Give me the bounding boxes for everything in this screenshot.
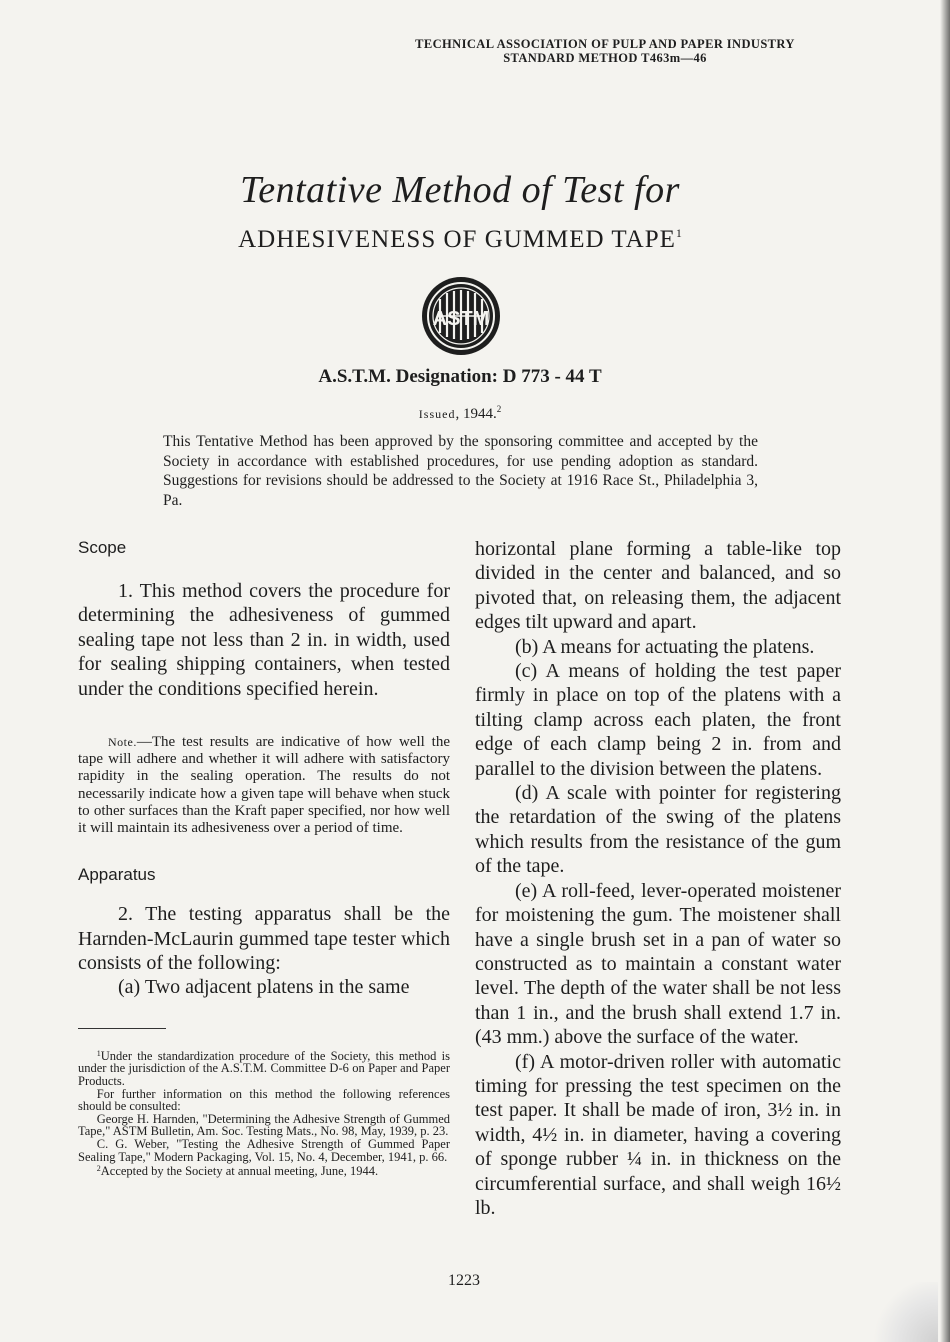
note-label: Note. (108, 735, 137, 750)
page-number: 1223 (448, 1272, 480, 1289)
item-b: (b) A means for actuating the platens. (515, 635, 815, 658)
designation: A.S.T.M. Designation: D 773 - 44 T (318, 366, 602, 387)
page-edge-shadow (940, 0, 950, 1342)
footnotes (78, 1048, 450, 1178)
issued-line (0, 404, 920, 423)
footnote-1 (78, 1048, 450, 1088)
footnote-1-text: Under the standardization procedure of the Society, this method is under the jurisdiction of the A.S.T.M. Committee D-6 on Paper and Paper Products. (78, 1048, 450, 1089)
scope-paragraph: 1. This method covers the procedure for determining the adhesiveness of gummed sealing tape not less than 2 in. in width, used for sealing shipping containers, when tested under the conditions specified herein. (78, 580, 450, 700)
header-line-2: STANDARD METHOD T463m—46 (503, 51, 707, 65)
footnote-reference-2: C. G. Weber, "Testing the Adhesive Strength of Gummed Paper Sealing Tape," Modern Packaging, Vol. 15, No. 4, December, 1941, p. 66. (78, 1137, 450, 1164)
footnote-1-mark: 1 (96, 1048, 101, 1058)
running-header (360, 37, 850, 65)
item-a-start: (a) Two adjacent platens in the same (118, 976, 410, 999)
astm-seal-icon (420, 275, 502, 357)
footnote-reference-1: George H. Harnden, "Determining the Adhesive Strength of Gummed Tape," ASTM Bulletin, Am. Soc. Testing Mats., No. 98, May, 1939, p. 23. (78, 1111, 450, 1139)
issued-label: Issued (418, 407, 456, 421)
apparatus-paragraph: 2. The testing apparatus shall be the Harnden-McLaurin gummed tape tester which consists of the following: (78, 903, 450, 975)
footnote-further: For further information on this method the following references should be consulted: (78, 1086, 450, 1114)
left-column (78, 538, 450, 1178)
issued-year: , 1944. (455, 406, 497, 422)
title-italic: Tentative Method of Test for (240, 169, 680, 211)
title-main (0, 226, 920, 254)
title-footnote-mark: 1 (675, 226, 682, 240)
note-text: —The test results are indicative of how well the tape will adhere and whether it will adhere with satisfactory rapidity in the sealing operation. The results do not necessarily indicate how a given tape will behave when stuck to other surfaces than the Kraft paper specified, nor how well it will maintain its adhesiveness over a period of time. (78, 734, 450, 837)
item-f: (f) A motor-driven roller with automatic timing for pressing the test specimen on the test paper. It shall be made of iron, 3½ in. in width, 4½ in. in diameter, having a covering of sponge rubber ¼ in. in thickness on the circumferential surface, and shall weigh 16½ lb. (475, 1050, 841, 1219)
issued-footnote-mark: 2 (496, 404, 502, 414)
apparatus-heading: Apparatus (78, 865, 156, 885)
footnote-2 (78, 1163, 450, 1178)
item-c: (c) A means of holding the test paper firmly in place on top of the platens with a tilting clamp across each platen, the front edge of each clamp being 2 in. from and parallel to the division between the platens. (475, 660, 841, 780)
header-line-1: TECHNICAL ASSOCIATION OF PULP AND PAPER INDUSTRY (415, 37, 795, 51)
title-main-text: ADHESIVENESS OF GUMMED TAPE (238, 226, 676, 253)
note-paragraph (78, 734, 450, 837)
right-column (475, 537, 841, 1220)
footnote-2-mark: 2 (96, 1164, 101, 1174)
item-e: (e) A roll-feed, lever-operated moistener for moistening the gum. The moistener shall have a single brush set in a pan of water so constructed as to maintain a constant water level. The depth of the water shall be not less than 1 in., and the brush shall extend 1.7 in. (43 mm.) above the surface of the water. (475, 879, 841, 1049)
intro-paragraph: This Tentative Method has been approved by the sponsoring committee and accepted by the Society in accordance with established procedures, for use pending adoption as standard. Suggestions for revisions should be addressed to the Society at 1916 Race St., Philadelphia 3, Pa. (163, 433, 758, 509)
item-a-continued: horizontal plane forming a table-like top divided in the center and balanced, and so pivoted that, on releasing them, the adjacent edges tilt upward and apart. (475, 538, 841, 634)
page-corner-curl (868, 1282, 938, 1342)
item-d: (d) A scale with pointer for registering the retardation of the swing of the platens which results from the resistance of the gum of the tape. (475, 782, 841, 878)
footnote-rule (78, 1028, 166, 1029)
astm-seal-text: ASTM (432, 308, 490, 330)
scope-heading: Scope (78, 538, 127, 557)
footnote-2-text: Accepted by the Society at annual meeting, June, 1944. (100, 1164, 379, 1179)
